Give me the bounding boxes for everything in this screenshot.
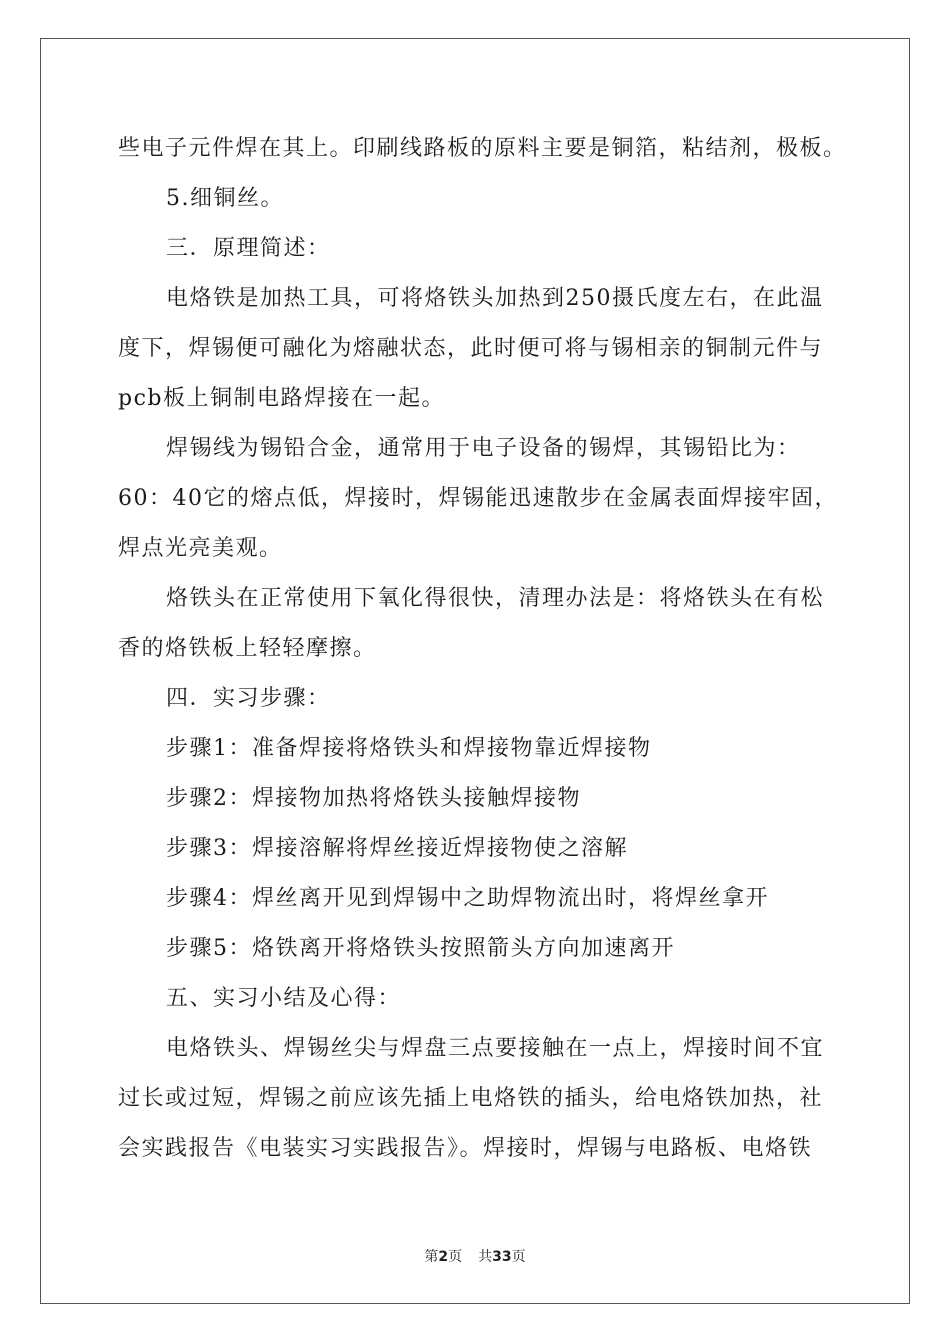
text-line: 60：40它的熔点低，焊接时，焊锡能迅速散步在金属表面焊接牢固， xyxy=(118,486,838,511)
step-item: 步骤5：烙铁离开将烙铁头按照箭头方向加速离开 xyxy=(166,936,675,961)
text-line: 过长或过短，焊锡之前应该先插上电烙铁的插头，给电烙铁加热，社 xyxy=(118,1086,824,1111)
step-item: 步骤1：准备焊接将烙铁头和焊接物靠近焊接物 xyxy=(166,736,652,761)
page-footer xyxy=(0,1246,950,1266)
step-item: 步骤2：焊接物加热将烙铁头接触焊接物 xyxy=(166,786,581,811)
document-body xyxy=(118,124,848,1174)
text-line: 焊点光亮美观。 xyxy=(118,536,283,561)
text-line: pcb板上铜制电路焊接在一起。 xyxy=(118,386,445,411)
text-line: 焊锡线为锡铅合金，通常用于电子设备的锡焊，其锡铅比为： xyxy=(166,436,801,461)
step-item: 步骤3：焊接溶解将焊丝接近焊接物使之溶解 xyxy=(166,836,628,861)
section-heading: 四．实习步骤： xyxy=(166,686,331,711)
text-line: 香的烙铁板上轻轻摩擦。 xyxy=(118,636,377,661)
text-line: 度下，焊锡便可融化为熔融状态，此时便可将与锡相亲的铜制元件与 xyxy=(118,336,824,361)
text-line: 烙铁头在正常使用下氧化得很快，清理办法是：将烙铁头在有松 xyxy=(166,586,825,611)
text-line: 电烙铁是加热工具，可将烙铁头加热到250摄氏度左右，在此温 xyxy=(166,286,824,311)
total-prefix: 共 xyxy=(478,1249,493,1265)
text-line: 5.细铜丝。 xyxy=(166,186,284,211)
page-number: 2 xyxy=(438,1249,449,1265)
step-item: 步骤4：焊丝离开见到焊锡中之助焊物流出时，将焊丝拿开 xyxy=(166,886,769,911)
page-suffix: 页 xyxy=(448,1249,463,1265)
text-line: 些电子元件焊在其上。印刷线路板的原料主要是铜箔，粘结剂，极板。 xyxy=(118,136,847,161)
total-pages: 33 xyxy=(492,1249,512,1265)
total-suffix: 页 xyxy=(511,1249,526,1265)
page-prefix: 第 xyxy=(424,1249,439,1265)
text-line: 电烙铁头、焊锡丝尖与焊盘三点要接触在一点上，焊接时间不宜 xyxy=(166,1036,825,1061)
section-heading: 五、实习小结及心得： xyxy=(166,986,402,1011)
section-heading: 三．原理简述： xyxy=(166,236,331,261)
text-line: 会实践报告《电装实习实践报告》。焊接时，焊锡与电路板、电烙铁 xyxy=(118,1136,813,1161)
